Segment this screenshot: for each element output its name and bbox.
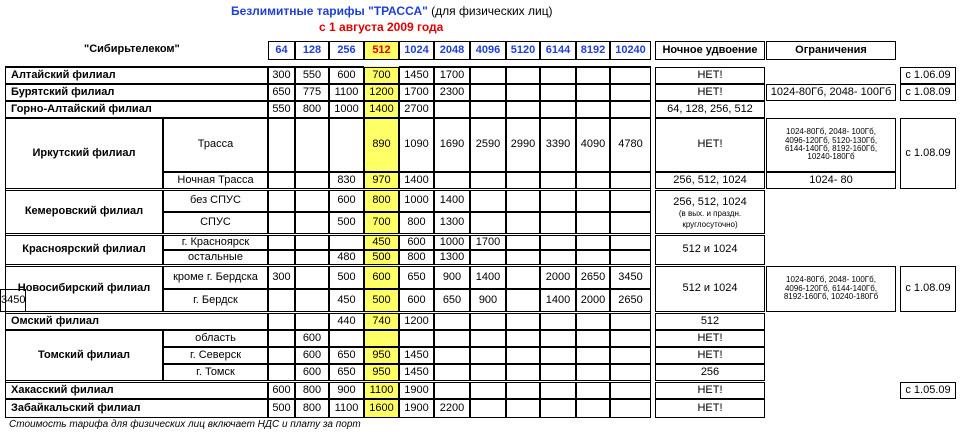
night-double: НЕТ! bbox=[655, 118, 765, 172]
empty-cell bbox=[540, 235, 576, 250]
sub-area: остальные bbox=[163, 250, 268, 265]
price-cell: 550 bbox=[268, 101, 295, 118]
price-cell: 500 bbox=[268, 399, 295, 418]
empty-cell bbox=[576, 212, 610, 234]
empty-cell bbox=[610, 382, 651, 399]
empty-cell bbox=[434, 172, 470, 189]
price-cell: 1690 bbox=[434, 118, 470, 172]
price-cell: 740 bbox=[364, 313, 399, 330]
price-cell: 550 bbox=[295, 67, 329, 84]
sub-area: г. Томск bbox=[163, 364, 268, 381]
empty-cell bbox=[506, 364, 540, 381]
empty-cell bbox=[268, 118, 295, 172]
sub-area: г. Бердск bbox=[163, 289, 268, 312]
empty-cell bbox=[506, 313, 540, 330]
price-cell: 775 bbox=[295, 84, 329, 101]
empty-cell bbox=[540, 347, 576, 364]
speed-header-512: 512 bbox=[364, 41, 399, 60]
empty-cell bbox=[576, 364, 610, 381]
price-cell: 600 bbox=[364, 266, 399, 289]
empty-cell bbox=[268, 190, 295, 212]
price-cell: 1300 bbox=[434, 212, 470, 234]
price-cell: 3450 bbox=[610, 266, 651, 289]
empty-cell bbox=[576, 250, 610, 265]
price-cell: 600 bbox=[295, 364, 329, 381]
price-cell: 1400 bbox=[470, 266, 506, 289]
empty-cell bbox=[540, 364, 576, 381]
empty-cell bbox=[329, 235, 364, 250]
empty-cell bbox=[470, 101, 506, 118]
empty-cell bbox=[576, 67, 610, 84]
price-cell: 3450 bbox=[0, 289, 26, 312]
branch-name: Омский филиал bbox=[5, 313, 268, 330]
empty-cell bbox=[295, 250, 329, 265]
branch-name: Томский филиал bbox=[5, 330, 163, 381]
price-cell: 1450 bbox=[399, 347, 434, 364]
empty-cell bbox=[576, 235, 610, 250]
empty-cell bbox=[610, 67, 651, 84]
price-cell: 1600 bbox=[364, 399, 399, 418]
price-cell: 500 bbox=[364, 289, 399, 312]
empty-cell bbox=[470, 84, 506, 101]
empty-cell bbox=[576, 399, 610, 418]
speed-header-4096: 4096 bbox=[470, 41, 506, 60]
start-date: с 1.08.09 bbox=[900, 266, 956, 312]
empty-cell bbox=[610, 101, 651, 118]
table-title bbox=[231, 5, 553, 17]
empty-cell bbox=[576, 347, 610, 364]
price-cell: 650 bbox=[329, 347, 364, 364]
empty-cell bbox=[434, 101, 470, 118]
empty-cell bbox=[434, 330, 470, 347]
night-text: (в вых. и праздн. bbox=[678, 209, 742, 219]
empty-cell bbox=[540, 84, 576, 101]
night-double: 64, 128, 256, 512 bbox=[655, 101, 765, 118]
price-cell: 440 bbox=[329, 313, 364, 330]
price-cell: 650 bbox=[434, 289, 470, 312]
price-cell: 1200 bbox=[364, 84, 399, 101]
start-date: с 1.05.09 bbox=[900, 382, 956, 399]
empty-cell bbox=[540, 313, 576, 330]
empty-cell bbox=[610, 399, 651, 418]
price-cell: 1700 bbox=[434, 67, 470, 84]
empty-cell bbox=[470, 67, 506, 84]
price-cell: 950 bbox=[364, 347, 399, 364]
title-main: Безлимитные тарифы "ТРАССА" bbox=[231, 4, 428, 18]
price-cell: 970 bbox=[364, 172, 399, 189]
price-cell: 1100 bbox=[364, 382, 399, 399]
price-cell: 800 bbox=[295, 399, 329, 418]
limit-cell: 1024- 80 bbox=[766, 172, 896, 189]
empty-cell bbox=[434, 313, 470, 330]
empty-cell bbox=[540, 101, 576, 118]
price-cell: 600 bbox=[295, 347, 329, 364]
empty-cell bbox=[610, 235, 651, 250]
footnote: Стоимость тарифа для физических лиц включает НДС и плату за порт bbox=[9, 419, 361, 430]
price-cell: 2300 bbox=[434, 84, 470, 101]
price-cell: 500 bbox=[329, 266, 364, 289]
empty-cell bbox=[506, 190, 540, 212]
price-cell: 1900 bbox=[399, 399, 434, 418]
empty-cell bbox=[506, 212, 540, 234]
branch-name: Новосибирский филиал bbox=[5, 266, 163, 312]
empty-cell bbox=[470, 313, 506, 330]
night-double bbox=[655, 190, 765, 234]
speed-header-6144: 6144 bbox=[540, 41, 576, 60]
empty-cell bbox=[610, 313, 651, 330]
empty-cell bbox=[576, 313, 610, 330]
price-cell: 1300 bbox=[434, 250, 470, 265]
price-cell: 500 bbox=[364, 250, 399, 265]
speed-header-64: 64 bbox=[268, 41, 295, 60]
empty-cell bbox=[576, 190, 610, 212]
empty-cell bbox=[610, 250, 651, 265]
limit-line: 4096-120Гб, 5120-130Гб, bbox=[784, 135, 878, 145]
price-cell: 1000 bbox=[329, 101, 364, 118]
empty-cell bbox=[506, 289, 540, 312]
empty-cell bbox=[295, 289, 329, 312]
empty-cell bbox=[295, 313, 329, 330]
price-cell: 800 bbox=[399, 212, 434, 234]
empty-cell bbox=[329, 118, 364, 172]
empty-cell bbox=[540, 399, 576, 418]
limit-cell bbox=[766, 118, 896, 172]
speed-header-2048: 2048 bbox=[434, 41, 470, 60]
price-cell: 800 bbox=[295, 382, 329, 399]
sub-area: без СПУС bbox=[163, 190, 268, 212]
empty-cell bbox=[540, 67, 576, 84]
price-cell: 1900 bbox=[399, 382, 434, 399]
sub-area: кроме г. Бердска bbox=[163, 266, 268, 289]
price-cell: 1090 bbox=[399, 118, 434, 172]
empty-cell bbox=[268, 347, 295, 364]
night-text: 256, 512, 1024 bbox=[673, 195, 747, 208]
price-cell: 600 bbox=[329, 67, 364, 84]
branch-name: Забайкальский филиал bbox=[5, 399, 268, 418]
empty-cell bbox=[268, 172, 295, 189]
night-double: 512 и 1024 bbox=[655, 235, 765, 265]
night-header: Ночное удвоение bbox=[655, 41, 765, 60]
limit-line: 1024-80Гб, 2048- 100Гб, bbox=[786, 127, 876, 137]
empty-cell bbox=[506, 250, 540, 265]
price-cell: 1100 bbox=[329, 399, 364, 418]
empty-cell bbox=[268, 364, 295, 381]
branch-name: Горно-Алтайский филиал bbox=[5, 101, 268, 118]
limit-line: 8192-160Гб, 10240-180Гб bbox=[783, 292, 879, 302]
empty-cell bbox=[268, 313, 295, 330]
speed-header-1024: 1024 bbox=[399, 41, 434, 60]
price-cell: 1000 bbox=[434, 235, 470, 250]
price-cell: 890 bbox=[364, 118, 399, 172]
empty-cell bbox=[268, 250, 295, 265]
price-cell: 450 bbox=[364, 235, 399, 250]
price-cell: 2700 bbox=[399, 101, 434, 118]
speed-header-5120: 5120 bbox=[506, 41, 540, 60]
speed-header-256: 256 bbox=[329, 41, 364, 60]
empty-cell bbox=[506, 266, 540, 289]
empty-cell bbox=[470, 212, 506, 234]
limit-line: 4096-120Гб, 6144-140Гб, bbox=[784, 283, 878, 293]
branch-name: Красноярский филиал bbox=[5, 235, 163, 265]
empty-cell bbox=[540, 250, 576, 265]
night-double: 256 bbox=[655, 364, 765, 381]
empty-cell bbox=[295, 266, 329, 289]
empty-cell bbox=[506, 347, 540, 364]
price-cell: 2990 bbox=[506, 118, 540, 172]
price-cell: 900 bbox=[434, 266, 470, 289]
empty-cell bbox=[506, 235, 540, 250]
price-cell: 1700 bbox=[399, 84, 434, 101]
sub-area: г. Северск bbox=[163, 347, 268, 364]
empty-cell bbox=[506, 399, 540, 418]
empty-cell bbox=[610, 330, 651, 347]
price-cell: 650 bbox=[268, 84, 295, 101]
empty-cell bbox=[576, 382, 610, 399]
price-cell: 1400 bbox=[364, 101, 399, 118]
empty-cell bbox=[268, 235, 295, 250]
title-date: с 1 августа 2009 года bbox=[319, 20, 444, 34]
price-cell: 1400 bbox=[434, 190, 470, 212]
limit-cell: 1024-80Гб, 2048- 100Гб bbox=[766, 84, 896, 101]
price-cell: 450 bbox=[329, 289, 364, 312]
empty-cell bbox=[268, 330, 295, 347]
price-cell: 3390 bbox=[540, 118, 576, 172]
price-cell: 4090 bbox=[576, 118, 610, 172]
empty-cell bbox=[470, 172, 506, 189]
sub-area: г. Красноярск bbox=[163, 235, 268, 250]
night-double: 512 bbox=[655, 313, 765, 330]
empty-cell bbox=[576, 101, 610, 118]
empty-cell bbox=[576, 84, 610, 101]
limit-cell bbox=[766, 266, 896, 312]
price-cell: 2590 bbox=[470, 118, 506, 172]
empty-cell bbox=[268, 212, 295, 234]
limits-header: Ограничения bbox=[766, 41, 896, 60]
price-cell: 1450 bbox=[399, 364, 434, 381]
branch-name: Бурятский филиал bbox=[5, 84, 268, 101]
empty-cell bbox=[295, 212, 329, 234]
empty-cell bbox=[470, 190, 506, 212]
price-cell: 2000 bbox=[540, 266, 576, 289]
sub-area: область bbox=[163, 330, 268, 347]
empty-cell bbox=[506, 382, 540, 399]
price-cell: 800 bbox=[364, 190, 399, 212]
speed-header-128: 128 bbox=[295, 41, 329, 60]
price-cell: 1400 bbox=[540, 289, 576, 312]
price-cell: 480 bbox=[329, 250, 364, 265]
price-cell: 1700 bbox=[470, 235, 506, 250]
night-text: круглосуточно) bbox=[682, 219, 738, 229]
price-cell: 1400 bbox=[399, 172, 434, 189]
title-suffix: (для физических лиц) bbox=[431, 4, 553, 18]
price-cell: 650 bbox=[399, 266, 434, 289]
price-cell: 2650 bbox=[610, 289, 651, 312]
sub-area: Трасса bbox=[163, 118, 268, 172]
empty-cell bbox=[576, 172, 610, 189]
price-cell: 1450 bbox=[399, 67, 434, 84]
night-double: НЕТ! bbox=[655, 399, 765, 418]
empty-cell bbox=[470, 250, 506, 265]
price-cell: 950 bbox=[364, 364, 399, 381]
price-cell: 2000 bbox=[576, 289, 610, 312]
start-date: с 1.06.09 bbox=[900, 67, 956, 84]
empty-cell bbox=[470, 364, 506, 381]
price-cell: 900 bbox=[329, 382, 364, 399]
price-cell: 830 bbox=[329, 172, 364, 189]
empty-cell bbox=[295, 118, 329, 172]
empty-cell bbox=[540, 172, 576, 189]
empty-cell bbox=[399, 330, 434, 347]
price-cell: 600 bbox=[268, 382, 295, 399]
price-cell: 600 bbox=[329, 190, 364, 212]
price-cell: 600 bbox=[399, 289, 434, 312]
limit-line: 10240-180Гб bbox=[807, 152, 855, 162]
empty-cell bbox=[470, 347, 506, 364]
empty-cell bbox=[364, 330, 399, 347]
empty-cell bbox=[434, 347, 470, 364]
empty-cell bbox=[610, 190, 651, 212]
empty-cell bbox=[610, 84, 651, 101]
empty-cell bbox=[540, 382, 576, 399]
price-cell: 4780 bbox=[610, 118, 651, 172]
price-cell: 800 bbox=[295, 101, 329, 118]
speed-header-10240: 10240 bbox=[610, 41, 651, 60]
empty-cell bbox=[610, 347, 651, 364]
price-cell: 1200 bbox=[399, 313, 434, 330]
branch-name: Иркутский филиал bbox=[5, 118, 163, 189]
price-cell: 700 bbox=[364, 212, 399, 234]
price-cell: 2650 bbox=[576, 266, 610, 289]
empty-cell bbox=[610, 364, 651, 381]
branch-name: Алтайский филиал bbox=[5, 67, 268, 84]
price-cell: 900 bbox=[470, 289, 506, 312]
empty-cell bbox=[506, 84, 540, 101]
empty-cell bbox=[295, 172, 329, 189]
price-cell: 700 bbox=[364, 67, 399, 84]
empty-cell bbox=[540, 212, 576, 234]
empty-cell bbox=[329, 330, 364, 347]
price-cell: 1000 bbox=[399, 190, 434, 212]
operator-label: "Сибирьтелеком" bbox=[84, 43, 180, 55]
night-double: НЕТ! bbox=[655, 84, 765, 101]
night-double: НЕТ! bbox=[655, 382, 765, 399]
price-cell: 650 bbox=[329, 364, 364, 381]
night-double: 512 и 1024 bbox=[655, 266, 765, 312]
night-double: 256, 512, 1024 bbox=[655, 172, 765, 189]
price-cell: 2200 bbox=[434, 399, 470, 418]
empty-cell bbox=[610, 212, 651, 234]
branch-name: Хакасский филиал bbox=[5, 382, 268, 399]
price-cell: 600 bbox=[399, 235, 434, 250]
empty-cell bbox=[540, 190, 576, 212]
sub-area: СПУС bbox=[163, 212, 268, 234]
empty-cell bbox=[434, 364, 470, 381]
empty-cell bbox=[470, 330, 506, 347]
price-cell: 600 bbox=[295, 330, 329, 347]
night-double: НЕТ! bbox=[655, 330, 765, 347]
empty-cell bbox=[540, 330, 576, 347]
empty-cell bbox=[434, 382, 470, 399]
empty-cell bbox=[506, 330, 540, 347]
empty-cell bbox=[506, 67, 540, 84]
empty-cell bbox=[506, 172, 540, 189]
price-cell: 500 bbox=[329, 212, 364, 234]
night-double: НЕТ! bbox=[655, 347, 765, 364]
branch-name: Кемеровский филиал bbox=[5, 190, 163, 234]
limit-line: 6144-140Гб, 8192-160Гб, bbox=[784, 144, 878, 153]
night-double: НЕТ! bbox=[655, 67, 765, 84]
sub-area: Ночная Трасса bbox=[163, 172, 268, 189]
empty-cell bbox=[470, 399, 506, 418]
speed-header-8192: 8192 bbox=[576, 41, 610, 60]
price-cell: 800 bbox=[399, 250, 434, 265]
start-date: с 1.08.09 bbox=[900, 118, 956, 189]
empty-cell bbox=[295, 235, 329, 250]
price-cell: 300 bbox=[268, 67, 295, 84]
empty-cell bbox=[506, 101, 540, 118]
empty-cell bbox=[610, 172, 651, 189]
start-date: с 1.08.09 bbox=[900, 84, 956, 101]
price-cell: 300 bbox=[268, 266, 295, 289]
limit-line: 1024-80Гб, 2048- 100Гб, bbox=[786, 275, 876, 285]
empty-cell bbox=[576, 330, 610, 347]
price-cell: 1100 bbox=[329, 84, 364, 101]
empty-cell bbox=[295, 190, 329, 212]
empty-cell bbox=[470, 382, 506, 399]
empty-cell bbox=[268, 289, 295, 312]
